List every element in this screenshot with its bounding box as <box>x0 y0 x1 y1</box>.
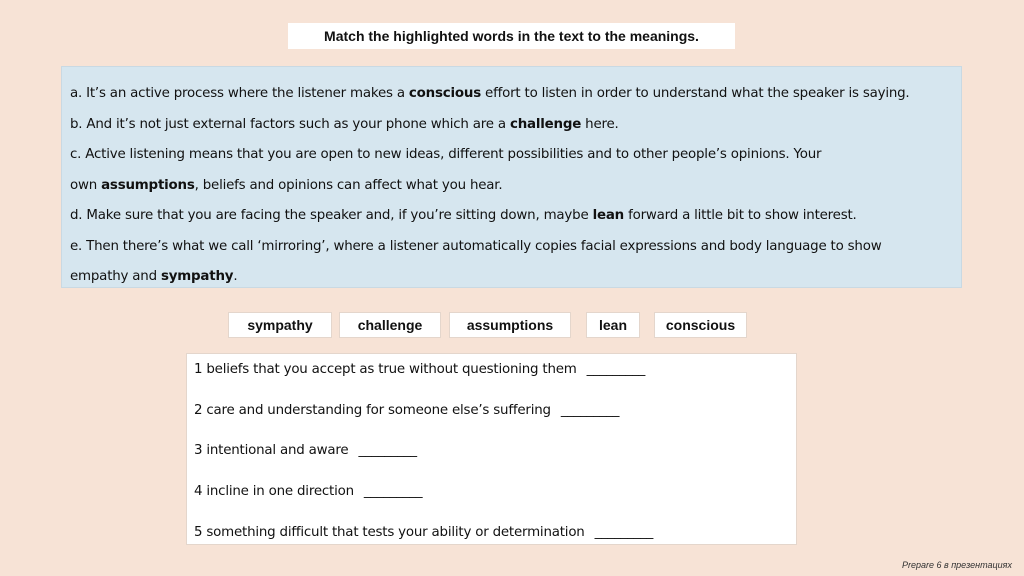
highlighted-word-sympathy: sympathy <box>160 269 234 284</box>
highlighted-word-challenge: challenge <box>509 116 582 132</box>
text-line-b: b. And it’s not just external factors such as your phone which are a challenge here. <box>70 116 619 132</box>
definition-item: 3 intentional and aware _________ <box>194 443 417 459</box>
answer-blank-2[interactable]: _________ <box>560 402 620 418</box>
definition-item: 5 something difficult that tests your ability or determination _________ <box>194 524 654 540</box>
definition-item: 4 incline in one direction _________ <box>194 484 423 500</box>
footer-credit: Prepare 6 в презентациях <box>902 560 1012 570</box>
definition-item: 1 beliefs that you accept as true without questioning them _________ <box>194 362 646 377</box>
reading-text-panel <box>61 66 962 288</box>
definition-item: 2 care and understanding for someone else’s suffering _________ <box>194 402 620 418</box>
text-line-e2: empathy and sympathy. <box>70 269 238 284</box>
highlighted-word-assumptions: assumptions <box>101 177 195 193</box>
answer-blank-3[interactable]: _________ <box>358 443 417 459</box>
text-line-c2: own assumptions, beliefs and opinions can affect what you hear. <box>70 177 503 193</box>
text-line-e1: e. Then there’s what we call ‘mirroring’, where a listener automatically copies facial expressions and body language to show <box>70 238 882 254</box>
answer-blank-4[interactable]: _________ <box>363 484 423 500</box>
text-line-a: a. It’s an active process where the listener makes a conscious effort to listen in order to understand what the speaker is saying. <box>70 86 910 101</box>
answer-blank-1[interactable]: _________ <box>586 362 646 377</box>
word-chip-conscious[interactable]: conscious <box>654 312 747 338</box>
highlighted-word-lean: lean <box>592 208 625 223</box>
definitions-panel <box>186 353 797 545</box>
text-line-c1: c. Active listening means that you are open to new ideas, different possibilities and to other people’s opinions. Your <box>70 147 822 162</box>
highlighted-word-conscious: conscious <box>408 86 481 101</box>
word-chip-lean[interactable]: lean <box>586 312 640 338</box>
answer-blank-5[interactable]: _________ <box>594 524 654 540</box>
word-chip-sympathy[interactable]: sympathy <box>228 312 332 338</box>
word-chip-assumptions[interactable]: assumptions <box>449 312 571 338</box>
text-line-d: d. Make sure that you are facing the speaker and, if you’re sitting down, maybe lean forward a little bit to show interest. <box>70 208 857 223</box>
instruction-title: Match the highlighted words in the text to the meanings. <box>288 23 735 49</box>
word-chip-challenge[interactable]: challenge <box>339 312 441 338</box>
